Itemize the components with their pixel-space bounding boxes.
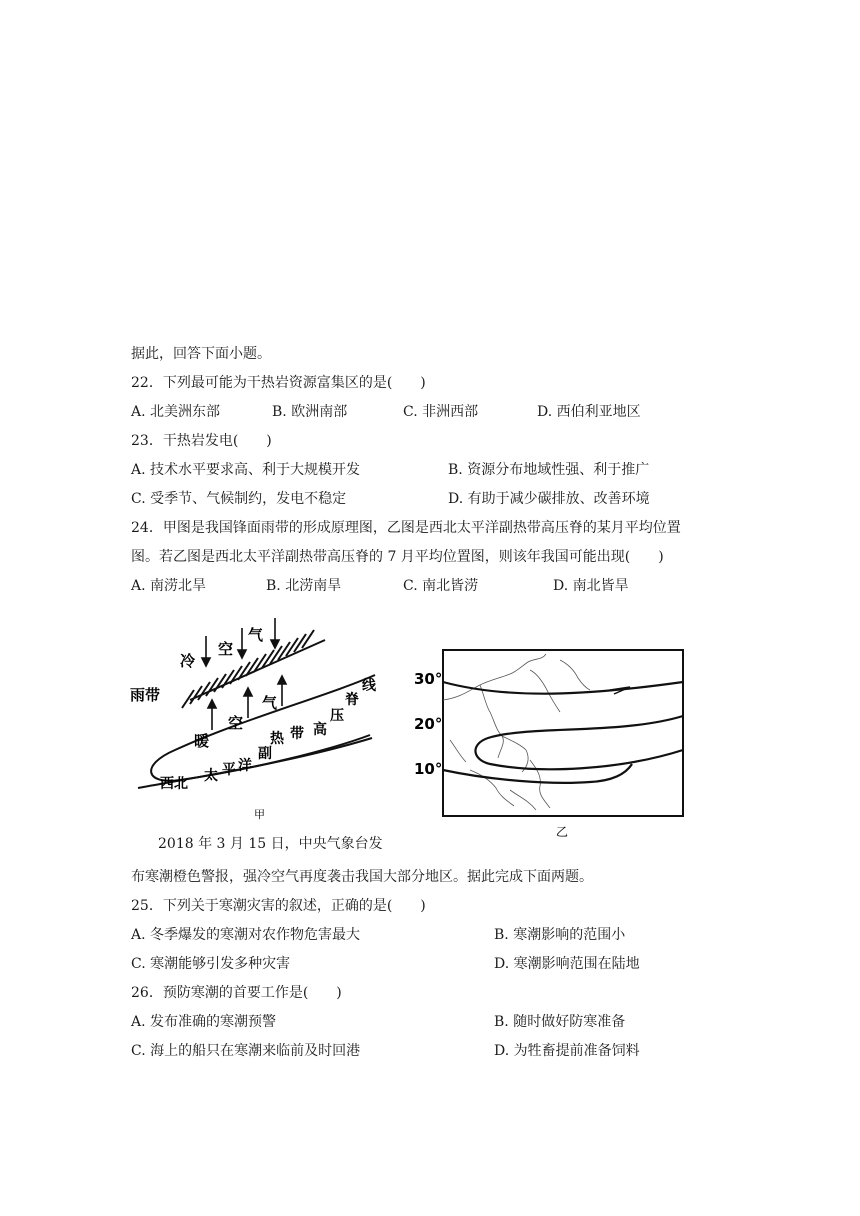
- intro-text: 据此，回答下面小题。: [131, 346, 271, 362]
- map-frame: [443, 650, 683, 816]
- q22-option-d: D. 西伯利亚地区: [537, 404, 641, 420]
- passage-line2: 布寒潮橙色警报，强冷空气再度袭击我国大部分地区。据此完成下面两题。: [131, 869, 593, 885]
- rain-belt-label: 雨带: [130, 686, 161, 704]
- ridge-label-3: 平: [222, 762, 236, 778]
- ridge-label-2: 太: [204, 768, 218, 784]
- q23-option-b: B. 资源分布地域性强、利于推广: [448, 462, 650, 478]
- question-23-stem: 23．干热岩发电( ): [131, 433, 272, 449]
- q26-option-c: C. 海上的船只在寒潮来临前及时回港: [131, 1043, 361, 1059]
- question-24-stem-line2: 图。若乙图是西北太平洋副热带高压脊的 7 月平均位置图，则该年我国可能出现( ): [131, 549, 664, 565]
- q23-option-a: A. 技术水平要求高、利于大规模开发: [131, 462, 361, 478]
- figure-jia-frontal-rain-belt: [130, 610, 400, 820]
- q23-option-d: D. 有助于减少碳排放、改善环境: [448, 491, 650, 507]
- figure-yi-map: [410, 640, 695, 840]
- cold-air-char-2: 空: [218, 640, 234, 658]
- question-26-stem: 26．预防寒潮的首要工作是( ): [131, 985, 342, 1001]
- cold-air-char-3: 气: [248, 626, 264, 644]
- figure-jia-caption: 甲: [254, 808, 265, 820]
- ridge-label-1: 西北: [160, 776, 188, 792]
- q22-option-a: A. 北美洲东部: [131, 404, 221, 420]
- ridge-label-4: 洋: [238, 758, 252, 774]
- q24-option-a: A. 南涝北旱: [131, 578, 207, 594]
- q26-option-b: B. 随时做好防寒准备: [494, 1014, 626, 1030]
- ridge-label-9: 压: [330, 708, 344, 724]
- q22-option-c: C. 非洲西部: [403, 404, 479, 420]
- q25-option-b: B. 寒潮影响的范围小: [494, 927, 626, 943]
- figure-yi-caption: 乙: [556, 825, 569, 839]
- ridge-label-8: 高: [313, 722, 327, 738]
- q24-option-c: C. 南北皆涝: [403, 578, 479, 594]
- ridge-label-5: 副: [258, 746, 272, 762]
- question-24-stem-line1: 24．甲图是我国锋面雨带的形成原理图，乙图是西北太平洋副热带高压脊的某月平均位置: [131, 520, 681, 536]
- q25-option-d: D. 寒潮影响范围在陆地: [494, 956, 640, 972]
- q24-option-b: B. 北涝南旱: [266, 578, 342, 594]
- question-25-stem: 25．下列关于寒潮灾害的叙述，正确的是( ): [131, 898, 426, 914]
- ridge-label-11: 线: [362, 678, 376, 694]
- lat-label-10: 10°: [414, 760, 443, 778]
- ridge-label-10: 脊: [345, 692, 359, 708]
- warm-air-char-3: 气: [262, 694, 278, 712]
- cold-air-char-1: 冷: [180, 652, 196, 670]
- q25-option-c: C. 寒潮能够引发多种灾害: [131, 956, 291, 972]
- q22-option-b: B. 欧洲南部: [272, 404, 348, 420]
- ridge-label-7: 带: [290, 726, 304, 742]
- q23-option-c: C. 受季节、气候制约，发电不稳定: [131, 491, 347, 507]
- q26-option-d: D. 为牲畜提前准备饲料: [494, 1043, 640, 1059]
- passage-line1: 2018 年 3 月 15 日，中央气象台发: [158, 836, 383, 852]
- question-22-stem: 22．下列最可能为干热岩资源富集区的是( ): [131, 375, 426, 391]
- warm-air-char-1: 暖: [194, 732, 210, 750]
- lat-label-20: 20°: [414, 715, 443, 733]
- ridge-label-6: 热: [270, 731, 284, 747]
- q26-option-a: A. 发布准确的寒潮预警: [131, 1014, 277, 1030]
- lat-label-30: 30°: [414, 670, 443, 688]
- q25-option-a: A. 冬季爆发的寒潮对农作物危害最大: [131, 927, 361, 943]
- q24-option-d: D. 南北皆旱: [553, 578, 629, 594]
- warm-air-char-2: 空: [228, 714, 244, 732]
